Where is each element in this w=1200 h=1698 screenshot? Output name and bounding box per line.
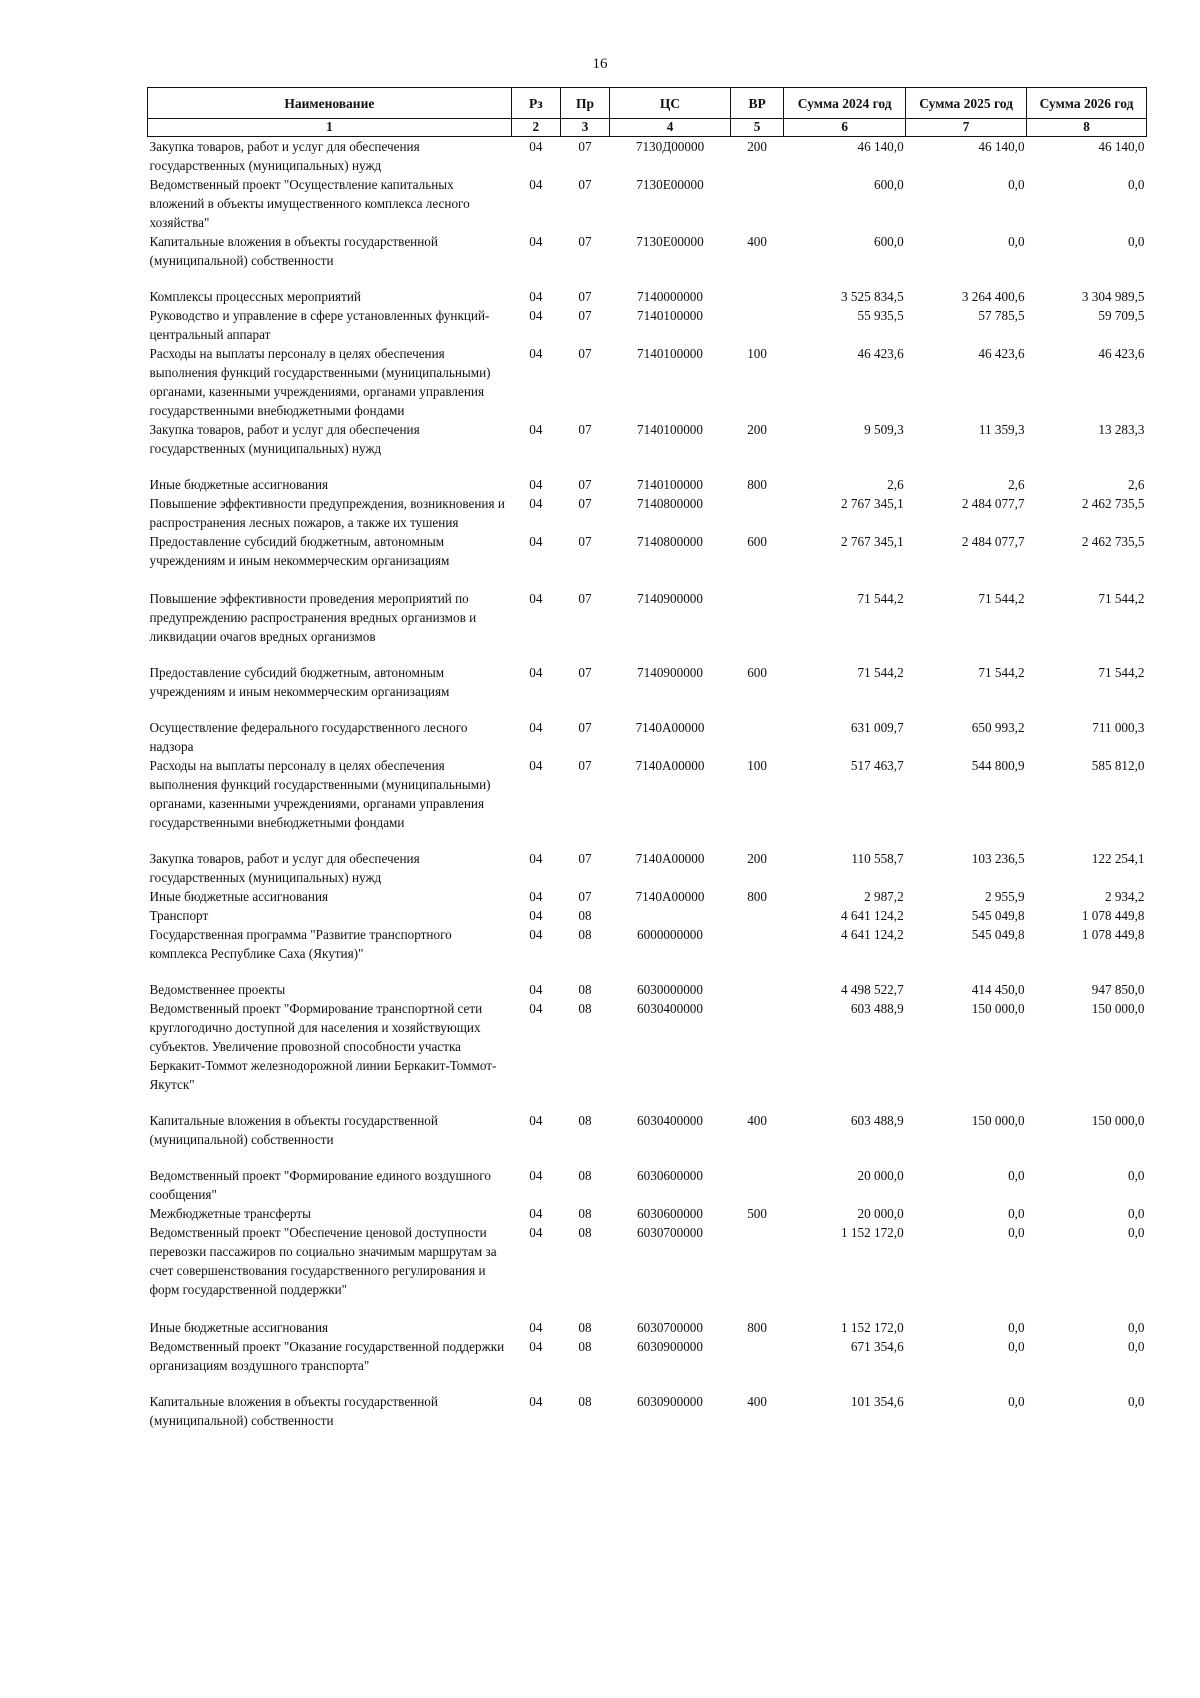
row-cs: 7140800000 [637, 496, 703, 511]
row-name: Руководство и управление в сфере установленных функций-центральный аппарат [149, 308, 490, 342]
row-sum-2026: 2 462 735,5 [1081, 534, 1145, 549]
row-rz: 04 [529, 289, 543, 304]
row-cs: 7140А00000 [635, 889, 705, 904]
row-cs: 7140100000 [637, 422, 703, 437]
column-number: 2 [511, 119, 560, 137]
row-name: Межбюджетные трансферты [149, 1206, 311, 1221]
row-sum-2024: 46 423,6 [857, 346, 904, 361]
row-sum-2025: 0,0 [1008, 1320, 1025, 1335]
row-vr: 400 [747, 1113, 767, 1128]
row-name: Капитальные вложения в объекты государственной (муниципальной) собственности [149, 1113, 438, 1147]
row-sum-2025: 0,0 [1008, 1168, 1025, 1183]
row-sum-2024: 600,0 [873, 234, 904, 249]
row-sum-2024: 603 488,9 [850, 1113, 904, 1128]
row-sum-2025: 71 544,2 [978, 591, 1025, 606]
table-row [148, 663, 1147, 718]
row-sum-2026: 0,0 [1128, 1394, 1145, 1409]
row-name: Повышение эффективности проведения мероприятий по предупреждению распространения вредных организмов и ликвидации очагов вредных организмов [149, 591, 477, 644]
row-name: Предоставление субсидий бюджетным, автономным учреждениям и иным некоммерческим организациям [149, 665, 450, 699]
row-sum-2024: 517 463,7 [850, 758, 904, 773]
row-vr [730, 718, 783, 756]
row-pr: 07 [578, 758, 592, 773]
row-name: Капитальные вложения в объекты государственной (муниципальной) собственности [149, 1394, 438, 1428]
row-sum-2026: 71 544,2 [1098, 665, 1145, 680]
row-vr: 400 [747, 234, 767, 249]
row-cs: 6030400000 [637, 1001, 703, 1016]
row-sum-2025: 0,0 [1008, 177, 1025, 192]
row-pr: 07 [578, 665, 592, 680]
row-pr: 07 [578, 477, 592, 492]
row-rz: 04 [529, 534, 543, 549]
row-cs: 7140А00000 [635, 758, 705, 773]
row-name: Осуществление федерального государственного лесного надзора [149, 720, 468, 754]
row-sum-2026: 585 812,0 [1091, 758, 1145, 773]
row-vr [730, 589, 783, 663]
row-sum-2026: 46 423,6 [1098, 346, 1145, 361]
row-rz: 04 [529, 1339, 543, 1354]
row-pr: 08 [578, 1113, 592, 1128]
table-row [148, 1318, 1147, 1337]
table-row [148, 906, 1147, 925]
column-number: 6 [784, 119, 906, 137]
row-sum-2024: 671 354,6 [850, 1339, 904, 1354]
row-pr: 08 [578, 1339, 592, 1354]
column-number: 3 [560, 119, 609, 137]
row-sum-2024: 20 000,0 [857, 1206, 904, 1221]
row-pr: 08 [578, 1001, 592, 1016]
row-name: Закупка товаров, работ и услуг для обеспечения государственных (муниципальных) нужд [149, 422, 420, 456]
table-row [148, 1223, 1147, 1318]
row-sum-2025: 150 000,0 [971, 1113, 1025, 1128]
row-sum-2024: 2 767 345,1 [841, 534, 904, 549]
row-rz: 04 [529, 234, 543, 249]
row-rz: 04 [529, 1113, 543, 1128]
row-pr: 08 [578, 1394, 592, 1409]
row-cs: 6000000000 [637, 927, 703, 942]
row-name: Расходы на выплаты персоналу в целях обеспечения выполнения функций государственными (муниципальными) органами, казенными учреждениями, органами управления государственными внебюджетными фондами [149, 758, 491, 830]
row-sum-2024: 4 641 124,2 [841, 927, 904, 942]
row-sum-2026: 150 000,0 [1091, 1001, 1145, 1016]
row-sum-2024: 101 354,6 [850, 1394, 904, 1409]
row-vr: 100 [747, 758, 767, 773]
header-vr: ВР [730, 88, 783, 119]
row-vr [730, 1337, 783, 1392]
row-cs: 6030900000 [637, 1339, 703, 1354]
row-sum-2025: 2 955,9 [984, 889, 1025, 904]
row-name: Транспорт [149, 908, 209, 923]
table-row [148, 980, 1147, 999]
row-sum-2026: 59 709,5 [1098, 308, 1145, 323]
row-sum-2024: 4 498 522,7 [841, 982, 904, 997]
row-sum-2024: 1 152 172,0 [841, 1225, 904, 1240]
row-vr [730, 1166, 783, 1204]
row-sum-2026: 0,0 [1128, 1225, 1145, 1240]
row-pr: 07 [578, 720, 592, 735]
row-rz: 04 [529, 758, 543, 773]
row-name: Комплексы процессных мероприятий [149, 289, 361, 304]
row-rz: 04 [529, 720, 543, 735]
row-name: Ведомственнее проекты [149, 982, 286, 997]
table-row [148, 1204, 1147, 1223]
row-rz: 04 [529, 927, 543, 942]
table-row [148, 232, 1147, 287]
table-row [148, 306, 1147, 344]
table-row [148, 494, 1147, 532]
header-sum-2024: Сумма 2024 год [784, 88, 906, 119]
row-rz: 04 [529, 1225, 543, 1240]
column-number: 7 [906, 119, 1027, 137]
row-rz: 04 [529, 908, 543, 923]
row-vr: 200 [747, 139, 767, 154]
row-pr: 07 [578, 889, 592, 904]
row-sum-2026: 122 254,1 [1091, 851, 1145, 866]
header-cs: ЦС [610, 88, 731, 119]
table-row [148, 532, 1147, 589]
row-name: Государственная программа "Развитие транспортного комплекса Республике Саха (Якутия)" [149, 927, 452, 961]
row-vr [730, 287, 783, 306]
row-pr: 08 [578, 908, 592, 923]
row-vr: 800 [747, 1320, 767, 1335]
row-pr: 08 [578, 1168, 592, 1183]
table-row [148, 1337, 1147, 1392]
row-sum-2024: 4 641 124,2 [841, 908, 904, 923]
row-cs: 7140800000 [637, 534, 703, 549]
row-sum-2025: 0,0 [1008, 1225, 1025, 1240]
table-row [148, 475, 1147, 494]
row-rz: 04 [529, 1394, 543, 1409]
row-sum-2025: 0,0 [1008, 234, 1025, 249]
row-rz: 04 [529, 177, 543, 192]
row-name: Иные бюджетные ассигнования [149, 889, 329, 904]
row-sum-2026: 0,0 [1128, 1206, 1145, 1221]
row-rz: 04 [529, 139, 543, 154]
row-pr: 07 [578, 289, 592, 304]
row-pr: 07 [578, 591, 592, 606]
row-sum-2024: 110 558,7 [851, 851, 904, 866]
row-rz: 04 [529, 591, 543, 606]
row-vr [730, 306, 783, 344]
row-sum-2025: 544 800,9 [971, 758, 1025, 773]
header-name: Наименование [148, 88, 512, 119]
row-sum-2024: 3 525 834,5 [841, 289, 904, 304]
row-name: Ведомственный проект "Формирование транспортной сети круглогодично доступной для населения и хозяйствующих субъектов. Увеличение провозной способности участка Беркакит-Томмот железнодорожной линии Беркакит-Томмот-Якутск" [149, 1001, 497, 1092]
table-row [148, 1392, 1147, 1430]
row-sum-2026: 711 000,3 [1092, 720, 1145, 735]
row-vr [730, 999, 783, 1111]
row-cs: 7130Е00000 [636, 177, 704, 192]
row-sum-2025: 2,6 [1008, 477, 1025, 492]
row-cs: 7140100000 [637, 346, 703, 361]
row-vr [730, 1223, 783, 1318]
row-sum-2026: 150 000,0 [1091, 1113, 1145, 1128]
row-name: Повышение эффективности предупреждения, возникновения и распространения лесных пожаров, а также их тушения [149, 496, 505, 530]
row-cs: 6030400000 [637, 1113, 703, 1128]
table-row [148, 287, 1147, 306]
row-sum-2024: 71 544,2 [857, 665, 904, 680]
row-sum-2025: 57 785,5 [978, 308, 1025, 323]
row-vr [730, 494, 783, 532]
row-name: Закупка товаров, работ и услуг для обеспечения государственных (муниципальных) нужд [149, 139, 420, 173]
row-pr: 08 [578, 927, 592, 942]
row-cs: 7140А00000 [635, 851, 705, 866]
row-sum-2026: 0,0 [1128, 234, 1145, 249]
row-sum-2025: 2 484 077,7 [961, 534, 1025, 549]
row-rz: 04 [529, 496, 543, 511]
row-name: Ведомственный проект "Обеспечение ценовой доступности перевозки пассажиров по социально значимым маршрутам за счет совершенствования государственного регулирования и форм государственной поддержки" [149, 1225, 497, 1297]
header-sum-2025: Сумма 2025 год [906, 88, 1027, 119]
row-sum-2025: 46 140,0 [978, 139, 1025, 154]
table-row [148, 1111, 1147, 1166]
row-rz: 04 [529, 982, 543, 997]
header-sum-2026: Сумма 2026 год [1027, 88, 1147, 119]
table-row [148, 344, 1147, 420]
row-sum-2026: 0,0 [1128, 1168, 1145, 1183]
header-pr: Пр [560, 88, 609, 119]
row-vr: 200 [747, 851, 767, 866]
row-name: Иные бюджетные ассигнования [149, 477, 329, 492]
row-rz: 04 [529, 1001, 543, 1016]
column-number: 4 [610, 119, 731, 137]
row-sum-2025: 103 236,5 [971, 851, 1025, 866]
row-sum-2026: 71 544,2 [1098, 591, 1145, 606]
row-cs: 6030700000 [637, 1225, 703, 1240]
row-sum-2025: 11 359,3 [978, 422, 1025, 437]
header-rz: Рз [511, 88, 560, 119]
row-sum-2024: 2 767 345,1 [841, 496, 904, 511]
row-sum-2025: 0,0 [1008, 1206, 1025, 1221]
row-pr: 08 [578, 1320, 592, 1335]
budget-table [147, 87, 1147, 1430]
row-sum-2025: 650 993,2 [971, 720, 1025, 735]
table-row [148, 999, 1147, 1111]
page-number: 16 [592, 56, 608, 72]
row-name: Капитальные вложения в объекты государственной (муниципальной) собственности [149, 234, 438, 268]
row-vr: 400 [747, 1394, 767, 1409]
row-pr: 07 [578, 851, 592, 866]
table-row [148, 175, 1147, 232]
row-pr: 07 [578, 234, 592, 249]
row-name: Закупка товаров, работ и услуг для обеспечения государственных (муниципальных) нужд [149, 851, 420, 885]
row-cs: 6030900000 [637, 1394, 703, 1409]
row-sum-2026: 1 078 449,8 [1081, 908, 1145, 923]
row-cs: 7140900000 [637, 591, 703, 606]
row-sum-2025: 71 544,2 [978, 665, 1025, 680]
row-sum-2026: 947 850,0 [1091, 982, 1145, 997]
row-sum-2026: 0,0 [1128, 1320, 1145, 1335]
table-row [148, 925, 1147, 980]
row-pr: 08 [578, 982, 592, 997]
column-number: 1 [148, 119, 512, 137]
row-rz: 04 [529, 346, 543, 361]
row-cs: 7140100000 [637, 477, 703, 492]
row-sum-2025: 0,0 [1008, 1339, 1025, 1354]
row-sum-2026: 1 078 449,8 [1081, 927, 1145, 942]
row-sum-2024: 71 544,2 [857, 591, 904, 606]
row-pr: 07 [578, 422, 592, 437]
row-sum-2025: 545 049,8 [971, 908, 1025, 923]
row-sum-2026: 13 283,3 [1098, 422, 1145, 437]
row-sum-2024: 2,6 [887, 477, 904, 492]
row-rz: 04 [529, 889, 543, 904]
row-rz: 04 [529, 422, 543, 437]
row-vr: 600 [747, 665, 767, 680]
row-rz: 04 [529, 477, 543, 492]
table-row [148, 1166, 1147, 1204]
table-row [148, 887, 1147, 906]
table-row [148, 137, 1147, 176]
row-vr [730, 906, 783, 925]
row-sum-2025: 0,0 [1008, 1394, 1025, 1409]
table-row [148, 589, 1147, 663]
row-cs: 6030700000 [637, 1320, 703, 1335]
row-vr [730, 980, 783, 999]
column-number: 8 [1027, 119, 1147, 137]
row-sum-2026: 2,6 [1128, 477, 1145, 492]
row-vr: 800 [747, 477, 767, 492]
row-name: Иные бюджетные ассигнования [149, 1320, 329, 1335]
row-rz: 04 [529, 1320, 543, 1335]
row-sum-2026: 0,0 [1128, 177, 1145, 192]
row-pr: 07 [578, 346, 592, 361]
row-sum-2025: 3 264 400,6 [961, 289, 1025, 304]
row-sum-2025: 414 450,0 [971, 982, 1025, 997]
row-vr [730, 925, 783, 980]
row-vr: 100 [747, 346, 767, 361]
row-sum-2024: 631 009,7 [850, 720, 904, 735]
table-row [148, 718, 1147, 756]
row-name: Расходы на выплаты персоналу в целях обеспечения выполнения функций государственными (муниципальными) органами, казенными учреждениями, органами управления государственными внебюджетными фондами [149, 346, 491, 418]
row-rz: 04 [529, 665, 543, 680]
row-vr [730, 175, 783, 232]
row-pr: 07 [578, 139, 592, 154]
row-cs: 7140000000 [637, 289, 703, 304]
row-cs: 7130Д00000 [635, 139, 705, 154]
row-sum-2025: 545 049,8 [971, 927, 1025, 942]
table-row [148, 756, 1147, 849]
row-sum-2025: 2 484 077,7 [961, 496, 1025, 511]
column-number-row [148, 119, 1147, 137]
row-sum-2025: 150 000,0 [971, 1001, 1025, 1016]
row-sum-2024: 2 987,2 [864, 889, 904, 904]
row-cs: 7130Е00000 [636, 234, 704, 249]
row-vr: 800 [747, 889, 767, 904]
row-pr: 08 [578, 1206, 592, 1221]
table-row [148, 849, 1147, 887]
row-vr: 500 [747, 1206, 767, 1221]
row-sum-2024: 1 152 172,0 [841, 1320, 904, 1335]
row-sum-2025: 46 423,6 [978, 346, 1025, 361]
row-vr: 600 [747, 534, 767, 549]
row-cs: 7140100000 [637, 308, 703, 323]
column-number: 5 [730, 119, 783, 137]
row-vr: 200 [747, 422, 767, 437]
row-sum-2026: 2 462 735,5 [1081, 496, 1145, 511]
row-sum-2024: 46 140,0 [857, 139, 904, 154]
row-rz: 04 [529, 851, 543, 866]
row-cs [610, 906, 731, 925]
row-cs: 7140900000 [637, 665, 703, 680]
row-sum-2024: 600,0 [873, 177, 904, 192]
row-sum-2026: 3 304 989,5 [1081, 289, 1145, 304]
row-sum-2024: 20 000,0 [857, 1168, 904, 1183]
row-sum-2024: 55 935,5 [857, 308, 904, 323]
row-cs: 6030000000 [637, 982, 703, 997]
row-rz: 04 [529, 308, 543, 323]
row-pr: 07 [578, 308, 592, 323]
row-pr: 07 [578, 534, 592, 549]
row-sum-2026: 46 140,0 [1098, 139, 1145, 154]
header-row [148, 88, 1147, 119]
table-row [148, 420, 1147, 475]
row-pr: 07 [578, 496, 592, 511]
row-sum-2026: 2 934,2 [1104, 889, 1145, 904]
row-name: Ведомственный проект "Формирование единого воздушного сообщения" [149, 1168, 491, 1202]
row-cs: 6030600000 [637, 1168, 703, 1183]
row-cs: 7140А00000 [635, 720, 705, 735]
row-sum-2026: 0,0 [1128, 1339, 1145, 1354]
row-pr: 07 [578, 177, 592, 192]
row-rz: 04 [529, 1206, 543, 1221]
table-body [148, 137, 1147, 1431]
row-rz: 04 [529, 1168, 543, 1183]
row-name: Ведомственный проект "Оказание государственной поддержки организациям воздушного транспорта" [149, 1339, 505, 1373]
row-name: Ведомственный проект "Осуществление капитальных вложений в объекты имущественного комплекса лесного хозяйства" [149, 177, 470, 230]
row-cs: 6030600000 [637, 1206, 703, 1221]
row-sum-2024: 603 488,9 [850, 1001, 904, 1016]
row-sum-2024: 9 509,3 [864, 422, 904, 437]
row-pr: 08 [578, 1225, 592, 1240]
row-name: Предоставление субсидий бюджетным, автономным учреждениям и иным некоммерческим организациям [149, 534, 450, 568]
